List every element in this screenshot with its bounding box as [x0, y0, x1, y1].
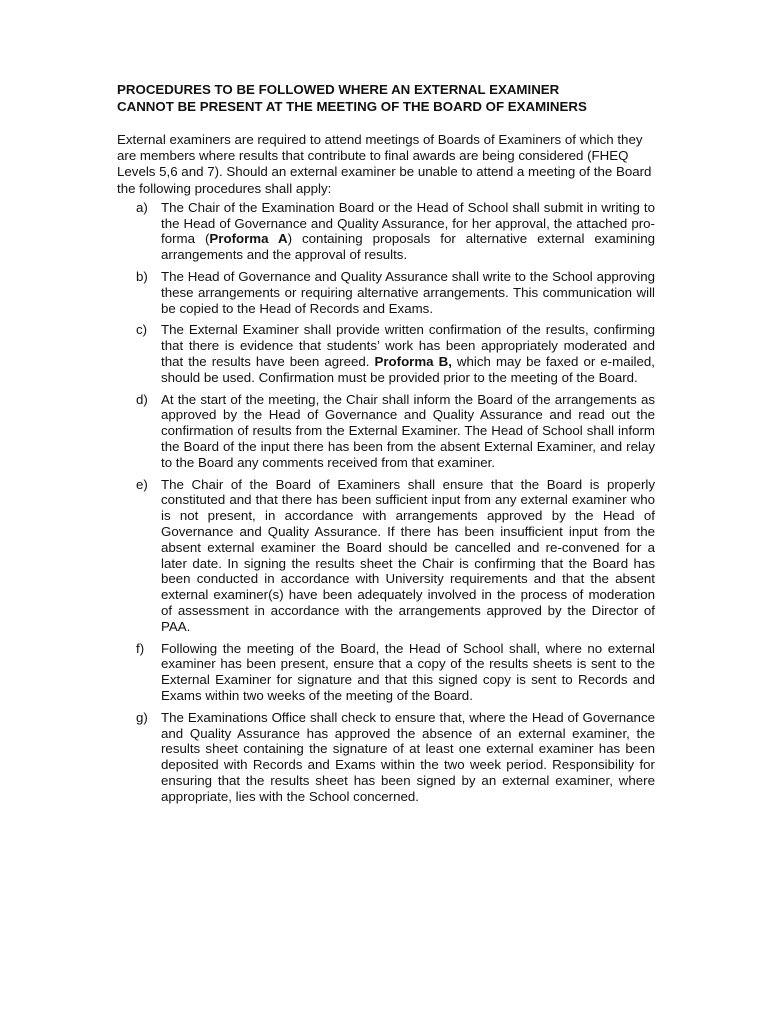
list-marker: a)	[136, 199, 148, 215]
list-item-text: The Chair of the Board of Examiners shall ensure that the Board is properly constituted and that there has been sufficient input from any external examiner who is not present, in accordance with arrangements approved by the Head of Governance and Quality Assurance. If there has been insufficient input from the absent external examiner the Board should be cancelled and re-convened for a later date. In signing the results sheet the Chair is confirming that the Board has been conducted in accordance with University requirements and that the absent external examiner(s) have been adequately involved in the process of moderation of assessment in accordance with the arrangements approved by the Director of PAA.	[161, 476, 655, 634]
intro-paragraph: External examiners are required to attend meetings of Boards of Examiners of which they are members where results that contribute to final awards are being considered (FHEQ Levels 5,6 and 7). Should an external examiner be unable to attend a meeting of the Board the following procedures shall apply:	[117, 132, 652, 196]
list-item-text: The External Examiner shall provide written confirmation of the results, confirming that there is evidence that students’ work has been appropriately moderated and that the results have been agreed. Proforma B, which may be faxed or e-mailed, should be used. Confirmation must be provided prior to the meeting of the Board.	[161, 322, 655, 385]
title-line-2: CANNOT BE PRESENT AT THE MEETING OF THE BOARD OF EXAMINERS	[117, 98, 587, 114]
list-marker: g)	[136, 709, 148, 725]
list-item-text: The Examinations Office shall check to ensure that, where the Head of Governance and Quality Assurance has approved the absence of an external examiner, the results sheet containing the signature of at least one external examiner has been deposited with Records and Exams within the two week period. Responsibility for ensuring that the results sheet has been signed by an external examiner, where appropriate, lies with the School concerned.	[161, 709, 655, 804]
list-item	[117, 200, 655, 263]
list-item	[117, 322, 655, 385]
proforma-b-label: Proforma B,	[374, 353, 452, 369]
list-marker: b)	[136, 269, 148, 284]
proforma-a-label: Proforma A	[209, 231, 288, 247]
list-item	[117, 269, 655, 316]
list-item	[117, 392, 655, 471]
list-item	[117, 477, 655, 635]
list-item	[117, 641, 655, 704]
list-marker: d)	[136, 391, 148, 407]
list-item	[117, 710, 655, 805]
list-item-text: At the start of the meeting, the Chair shall inform the Board of the arrangements as approved by the Head of Governance and Quality Assurance and read out the confirmation of results from the External Examiner. The Head of School shall inform the Board of the input there has been from the absent External Examiner, and relay to the Board any comments received from that examiner.	[161, 391, 655, 470]
list-item-text: Following the meeting of the Board, the Head of School shall, where no external examiner has been present, ensure that a copy of the results sheets is sent to the External Examiner for signature and that this signed copy is sent to Records and Exams within two weeks of the meeting of the Board.	[161, 640, 655, 703]
list-item-text: The Head of Governance and Quality Assurance shall write to the School approving these arrangements or requiring alternative arrangements. This communication will be copied to the Head of Records and Exams.	[161, 269, 655, 316]
procedure-list	[117, 200, 655, 805]
title-line-1: PROCEDURES TO BE FOLLOWED WHERE AN EXTERNAL EXAMINER	[117, 82, 560, 97]
document-title	[117, 82, 655, 115]
list-marker: c)	[136, 322, 148, 338]
document-page	[117, 82, 655, 811]
list-marker: e)	[136, 476, 148, 492]
list-item-text: The Chair of the Examination Board or the Head of School shall submit in writing to the Head of Governance and Quality Assurance, for her approval, the attached pro-forma (Proforma A) containing proposals for alternative external examining arrangements and the approval of results.	[161, 199, 655, 263]
list-marker: f)	[136, 640, 145, 656]
